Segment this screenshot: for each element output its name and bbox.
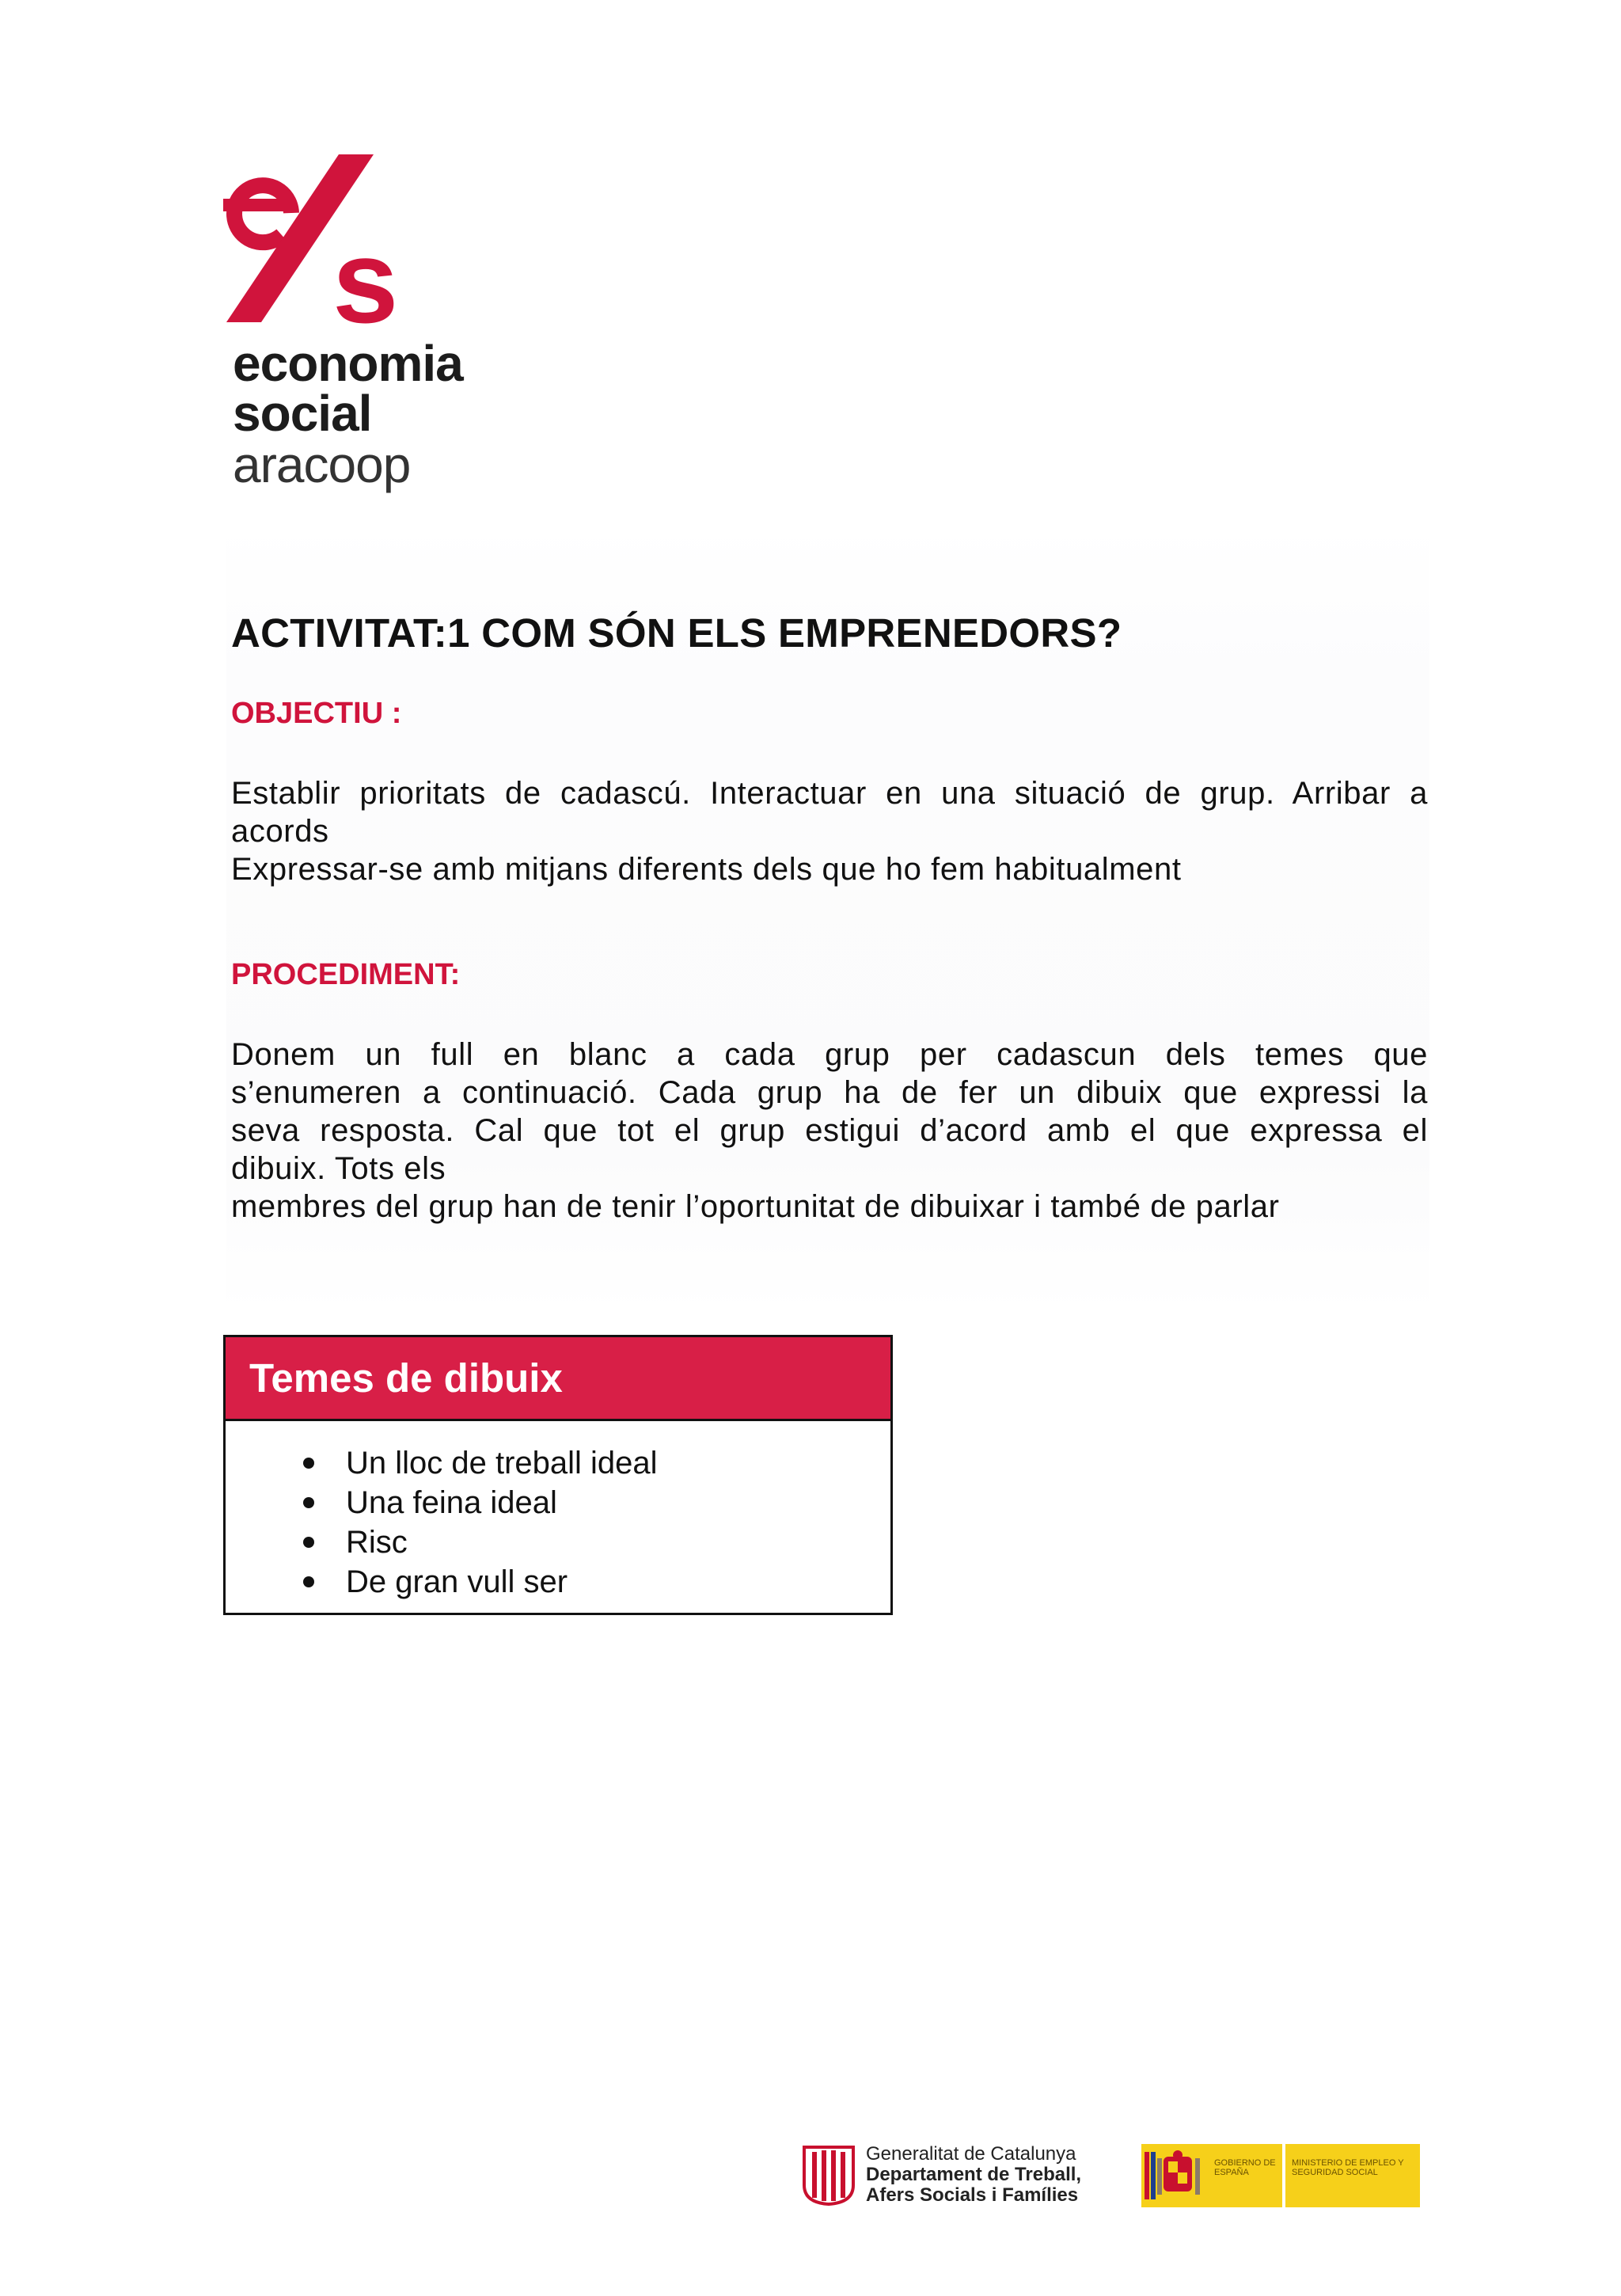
generalitat-line: Departament de Treball, — [866, 2164, 1082, 2185]
spain-coat-of-arms-icon — [1145, 2147, 1211, 2204]
main-content — [231, 610, 1428, 1224]
procediment-line: dibuix. Tots els — [231, 1151, 446, 1186]
logo-line-aracoop: aracoop — [233, 436, 411, 493]
objectiu-line: Establir prioritats de cadascú. Interactuar en una situació de grup. Arribar a — [231, 776, 1428, 811]
procediment-line: membres del grup han de tenir l’oportunitat de dibuixar i també de parlar — [231, 1189, 1280, 1224]
page-title: ACTIVITAT:1 COM SÓN ELS EMPRENEDORS? — [231, 610, 1122, 656]
bullet-icon — [303, 1497, 314, 1508]
objectiu-paragraph — [231, 774, 1428, 888]
procediment-label: PROCEDIMENT: — [231, 958, 461, 991]
bullet-icon — [303, 1537, 314, 1548]
objectiu-label: OBJECTIU : — [231, 697, 402, 730]
list-item-text: De gran vull ser — [346, 1564, 568, 1599]
list-item-text: Un lloc de treball ideal — [346, 1446, 658, 1481]
list-item — [226, 1443, 890, 1483]
objectiu-line: Expressar-se amb mitjans diferents dels que ho fem habitualment — [231, 852, 1182, 887]
procediment-line: s’enumeren a continuació. Cada grup ha de fer un dibuix que expressi la — [231, 1075, 1428, 1110]
procediment-line: seva resposta. Cal que tot el grup estigui d’acord amb el que expressa el — [231, 1113, 1428, 1148]
procediment-paragraph — [231, 1036, 1428, 1226]
list-item — [226, 1522, 890, 1562]
list-item-text: Risc — [346, 1525, 408, 1560]
ministerio-label: MINISTERIO DE EMPLEO Y SEGURIDAD SOCIAL — [1292, 2158, 1404, 2177]
procediment-line: Donem un full en blanc a cada grup per cadascun dels temes que — [231, 1037, 1428, 1072]
box-header: Temes de dibuix — [226, 1337, 890, 1421]
es-logo-mark-icon — [214, 146, 419, 329]
generalitat-line: Generalitat de Catalunya — [866, 2143, 1076, 2165]
economia-social-logo — [214, 146, 514, 503]
list-item — [226, 1483, 890, 1522]
objectiu-line: acords — [231, 814, 329, 849]
generalitat-text — [866, 2144, 1081, 2206]
logo-line-social: social — [233, 385, 372, 442]
gobierno-espana-logo — [1141, 2144, 1420, 2207]
list-item-text: Una feina ideal — [346, 1485, 557, 1520]
footer-logos — [801, 2138, 1434, 2209]
logo-line-economia: economia — [233, 335, 463, 392]
generalitat-line: Afers Socials i Famílies — [866, 2184, 1079, 2206]
gobierno-label: GOBIERNO DE ESPAÑA — [1214, 2158, 1276, 2177]
generalitat-emblem-icon — [801, 2144, 856, 2206]
bullet-icon — [303, 1458, 314, 1469]
list-item — [226, 1562, 890, 1602]
divider — [1282, 2144, 1285, 2207]
bullet-icon — [303, 1576, 314, 1587]
temes-de-dibuix-box — [223, 1335, 893, 1615]
svg-text:s: s — [332, 215, 399, 329]
temes-list — [226, 1421, 890, 1602]
